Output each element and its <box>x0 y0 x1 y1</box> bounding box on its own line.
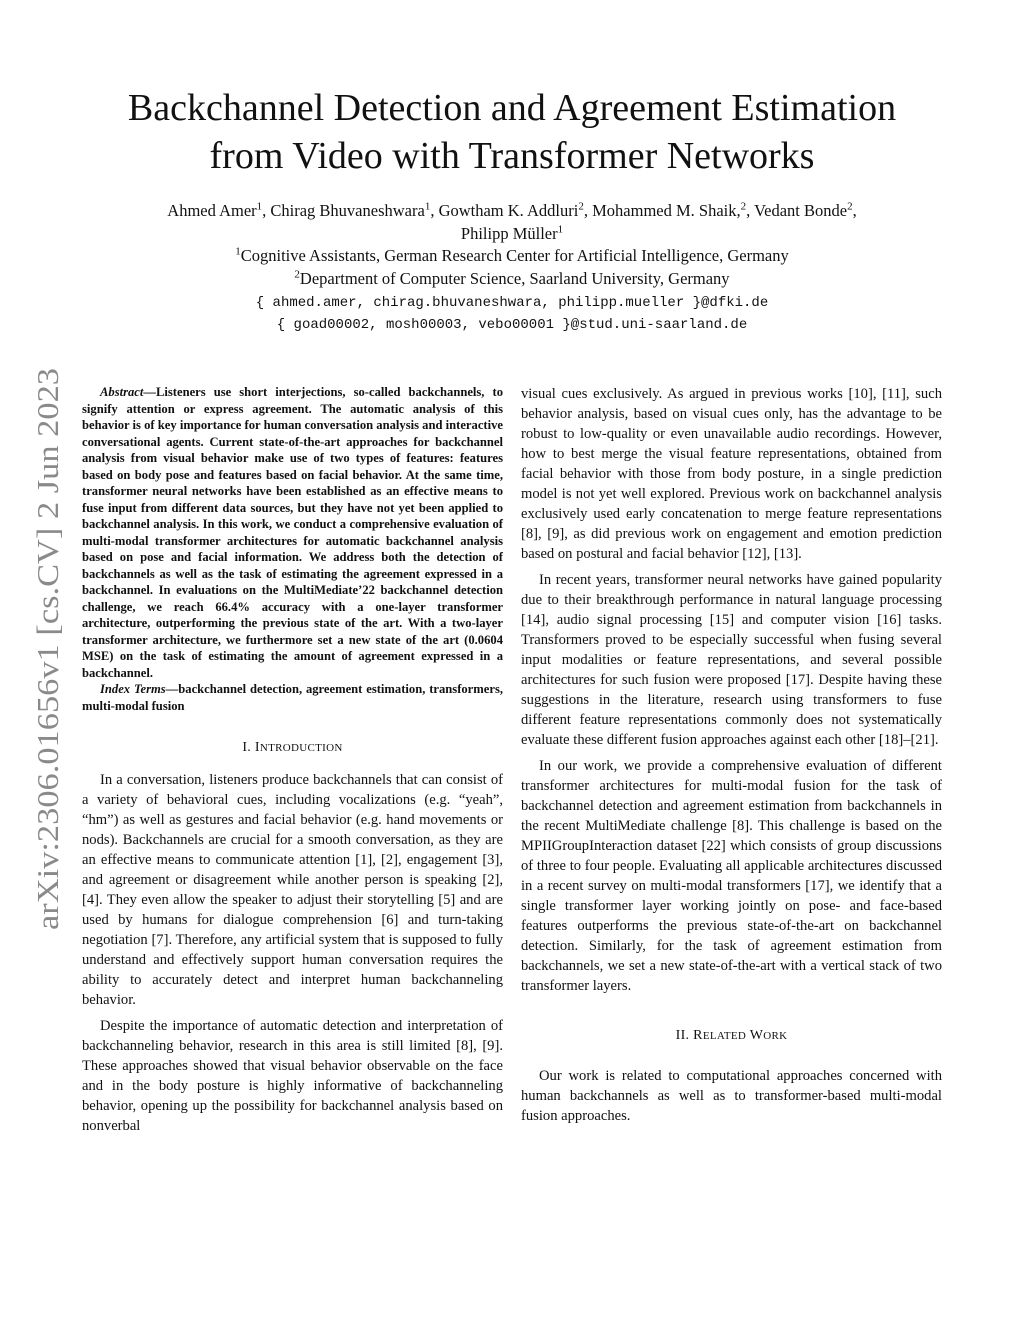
title-line-1: Backchannel Detection and Agreement Estimation <box>127 87 897 129</box>
author-name: Gowtham K. Addluri <box>438 201 579 220</box>
email-line-1: { ahmed.amer, chirag.bhuvaneshwara, philipp.mueller }@dfki.de <box>255 295 769 311</box>
author-affiliation-mark: 2 <box>847 200 853 213</box>
author-affiliation-mark: 2 <box>578 200 584 213</box>
abstract-text: —Listeners use short interjections, so-called backchannels, to signify attention or express agreement. The automatic analysis of this behavior is of key importance for human conversation analysis and interactive conversational agents. Current state-of-the-art approaches for backchannel analysis from visual behavior make use of two types of features: features based on body pose and features based on facial behavior. At the same time, transformer neural networks have been established as an effective means to fuse input from different data sources, but they have not yet been applied to backchannel analysis. In this work, we conduct a comprehensive evaluation of multi-modal transformer architectures for automatic backchannel analysis based on pose and facial information. We address both the detection of backchannels as well as the task of estimating the agreement expressed in a backchannel. In evaluations on the MultiMediate’22 backchannel detection challenge, we reach 66.4% accuracy with a one-layer transformer architecture, outperforming the previous state of the art. With a two-layer transformer architecture, we furthermore set a new state of the art (0.0604 MSE) on the task of estimating the amount of agreement expressed in a backchannel. <box>82 385 503 680</box>
arxiv-stamp <box>18 365 74 935</box>
section-heading-related-work: II. RELATED WORK <box>675 1028 788 1043</box>
left-column <box>82 384 503 1136</box>
right-column <box>521 384 942 1126</box>
author-name: Philipp Müller <box>460 223 558 243</box>
paper-title <box>60 84 964 180</box>
title-line-2: from Video with Transformer Networks <box>209 135 815 177</box>
author-affiliation-mark: 1 <box>557 223 564 235</box>
author-name: Vedant Bonde <box>754 201 848 220</box>
affiliation-1: $^1$Cognitive Assistants, German Research Center for Artificial Intelligence, Germany <box>235 245 789 265</box>
abstract-label: Abstract <box>100 385 144 399</box>
author-name: Mohammed M. Shaik, <box>592 201 741 220</box>
author-affiliation-mark: 2 <box>740 200 747 213</box>
index-terms <box>82 681 503 714</box>
intro-paragraph-2: Despite the importance of automatic detection and interpretation of backchanneling behavior, research in this area is still limited [8], [9]. These approaches showed that visual behavior observable on the face and in the body posture is highly informative of backchanneling behavior, opening up the possibility for backchannel analysis based on nonverbal <box>82 1018 503 1134</box>
affiliation-2: $^2$Department of Computer Science, Saarland University, Germany <box>294 268 730 288</box>
intro-paragraph-2-continued: visual cues exclusively. As argued in previous works [10], [11], such behavior analysis, based on visual cues only, has the advantage to be robust to low-quality or even unavailable audio recordings. However, how to best merge the visual feature representations, obtained from facial behavior with those from body posture, in a single prediction model is not yet well explored. Previous work on backchannel analysis exclusively used early concatenation to merge feature representations [8], [9], as did previous work on engagement and emotion prediction based on postural and facial behavior [12], [13]. <box>521 386 942 562</box>
arxiv-stamp-text: arXiv:2306.01656v1 [cs.CV] 2 Jun 2023 <box>30 423 65 930</box>
intro-paragraph-1: In a conversation, listeners produce backchannels that can consist of a variety of behavioral cues, including vocalizations (e.g. “yeah”, “hm”) as well as gestures and facial behavior (e.g. hand movements or nods). Backchannels are crucial for a smooth conversation, as they are an effective means to communicate attention [1], [2], engagement [3], and agreement or disagreement while another person is speaking [2], [4]. They even allow the speaker to adjust their storytelling [5] and are used by humans for dialogue comprehension [6] and turn-taking negotiation [7]. Therefore, any artificial system that is supposed to fully understand and effectively support human conversation requires the ability to accurately detect and interpret human backchanneling behavior. <box>82 772 503 1008</box>
abstract <box>82 384 503 681</box>
author-list: Ahmed Amer$^1$, Chirag Bhuvaneshwara$^1$, Gowtham K. Addluri$^2$, Mohammed M. Shaik,$^2$, Vedant Bonde$^2$, Philipp Müller$^1$ <box>167 200 857 243</box>
author-name: Ahmed Amer <box>167 201 257 220</box>
intro-paragraph-3: In recent years, transformer neural networks have gained popularity due to their breakthrough performance in natural language processing [14], audio signal processing [15] and computer vision [16] tasks. Transformers proved to be especially successful when fusing several input modalities or feature representations, and several possible architectures for such fusion were proposed [17]. Despite having these suggestions in the literature, research using transformers to fuse different feature representations commonly does not systematically evaluate these different fusion approaches against each other [18]–[21]. <box>521 572 942 748</box>
author-affiliation-mark: 1 <box>256 200 263 213</box>
author-block <box>90 200 934 336</box>
author-affiliation-mark: 1 <box>424 200 431 213</box>
author-name: Chirag Bhuvaneshwara <box>270 201 425 220</box>
index-terms-text: —backchannel detection, agreement estimation, transformers, multi-modal fusion <box>82 682 503 713</box>
related-work-paragraph-1: Our work is related to computational approaches concerned with human backchannels as well as to transformer-based multi-modal fusion approaches. <box>521 1068 942 1124</box>
email-line-2: { goad00002, mosh00003, vebo00001 }@stud.uni-saarland.de <box>276 317 748 333</box>
intro-paragraph-4: In our work, we provide a comprehensive evaluation of different transformer architectures for multi-modal fusion for the task of backchannel detection and agreement estimation from backchannels in the recent MultiMediate challenge [8]. This challenge is based on the MPIIGroupInteraction dataset [22] which consists of group discussions of three to four people. Evaluating all applicable architectures discussed in a recent survey on multi-modal transformers [17], we identify that a single transformer layer working jointly on pose- and face-based features outperforms the previous state-of-the-art on backchannel detection. Similarly, for the task of agreement estimation from backchannels, we set a new state-of-the-art with a vertical stack of two transformer layers. <box>521 758 942 994</box>
index-terms-label: Index Terms <box>100 682 166 696</box>
section-heading-introduction: I. INTRODUCTION <box>242 740 343 755</box>
